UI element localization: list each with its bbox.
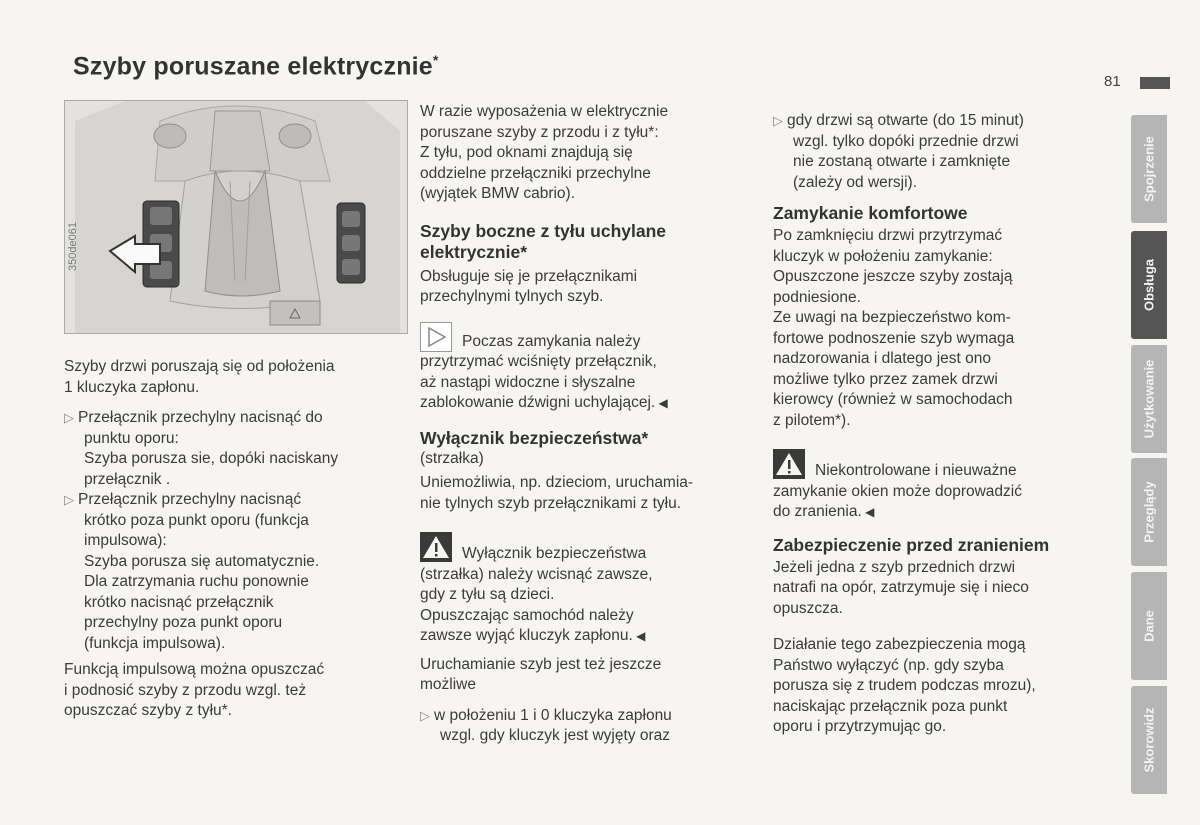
triangle-bullet-icon: ▷ bbox=[64, 410, 74, 425]
list-item: ▷ Przełącznik przechylny nacisnąć do punktu oporu: Szyba porusza sie, dopóki naciskany przełącznik . bbox=[64, 409, 339, 488]
rear-windows-text: Obsługuje się je przełącznikami przechylnymi tylnych szyb. bbox=[420, 267, 638, 305]
end-mark-icon: ◀ bbox=[632, 629, 646, 643]
tab-spojrzenie[interactable]: Spojrzenie bbox=[1131, 115, 1167, 223]
warning-block: Wyłącznik bezpieczeństwa (strzałka) należy wcisnąć zawsze, gdy z tyłu są dzieci. Opuszczając samochód należy zawsze wyjąć kluczyk zapłonu. ◀ bbox=[420, 532, 765, 647]
list-item: ▷ Przełącznik przechylny nacisnąć krótko poza punkt oporu (funkcja impulsowa): Szyba porusza się automatycznie. Dla zatrzymania ruchu ponownie krótko nacisnąć przełącznik przechylny poza punkt oporu (funkcja impulsowa). bbox=[64, 491, 320, 652]
console-illustration bbox=[65, 101, 407, 333]
note-block: Poczas zamykania należy przytrzymać wciśnięty przełącznik, aż nastąpi widoczne i słyszalne zablokowanie dźwigni uchylającej. ◀ bbox=[420, 322, 765, 414]
end-mark-icon: ◀ bbox=[861, 505, 875, 519]
triangle-bullet-icon: ▷ bbox=[64, 492, 74, 507]
tab-dane[interactable]: Dane bbox=[1131, 572, 1167, 680]
triangle-bullet-icon: ▷ bbox=[420, 707, 430, 723]
tab-przeglady[interactable]: Przeglądy bbox=[1131, 458, 1167, 566]
safety-text: Uniemożliwia, np. dzieciom, uruchamia- nie tylnych szyb przełącznikami z tyłu. bbox=[420, 474, 694, 512]
warning-block: Niekontrolowane i nieuważne zamykanie okien może doprowadzić do zranienia. ◀ bbox=[773, 449, 1118, 523]
outro-text: Funkcją impulsową można opuszczać i podnosić szyby z przodu wzgl. też opuszczać szyby z tyłu*. bbox=[64, 661, 325, 719]
column-2 bbox=[420, 102, 765, 747]
warning-icon bbox=[420, 532, 452, 562]
heading-safety-switch: Wyłącznik bezpieczeństwa* bbox=[420, 427, 649, 448]
tab-obsluga[interactable]: Obsługa bbox=[1131, 231, 1167, 339]
warning-icon bbox=[773, 449, 805, 479]
column-3 bbox=[773, 111, 1118, 738]
page-marker-bar bbox=[1140, 77, 1170, 89]
end-mark-icon: ◀ bbox=[655, 396, 668, 410]
tab-uzytkowanie[interactable]: Użytkowanie bbox=[1131, 345, 1167, 453]
heading-comfort-closing: Zamykanie komfortowe bbox=[773, 203, 968, 223]
column-1 bbox=[64, 357, 414, 722]
heading-rear-windows: Szyby boczne z tyłu uchylane elektrycznie* bbox=[420, 220, 667, 262]
tab-skorowidz[interactable]: Skorowidz bbox=[1131, 686, 1167, 794]
list-item: ▷ gdy drzwi są otwarte (do 15 minut) wzgl. tylko dopóki przednie drzwi nie zostaną otwarte i zamknięte (zależy od wersji). bbox=[773, 112, 1024, 191]
protection-text: Jeżeli jedna z szyb przednich drzwi natrafi na opór, zatrzymuje się i nieco opuszcza. bbox=[773, 558, 1029, 617]
activation-text: Uruchamianie szyb jest też jeszcze możliwe bbox=[420, 655, 662, 693]
safety-sub: (strzałka) bbox=[420, 449, 484, 467]
console-photo bbox=[64, 100, 408, 334]
comfort-text: Po zamknięciu drzwi przytrzymać kluczyk w położeniu zamykanie: Opuszczone jeszcze szyby zostają podniesione. Ze uwagi na bezpieczeństwo kom- fortowe podnoszenie szyb wymaga nadzorowania i dlatego jest ono możliwe tylko przez zamek drzwi kierowcy (również w samochodach z pilotem*). bbox=[773, 227, 1015, 429]
intro-text: Szyby drzwi poruszają się od położenia 1 kluczyka zapłonu. bbox=[64, 358, 335, 396]
heading-injury-protection: Zabezpieczenie przed zranieniem bbox=[773, 534, 1050, 555]
figure-code: 350de061 bbox=[67, 222, 79, 271]
list-item: ▷ w położeniu 1 i 0 kluczyka zapłonu wzgl. gdy kluczyk jest wyjęty oraz bbox=[420, 706, 672, 744]
protection-disable-text: Działanie tego zabezpieczenia mogą Państwo wyłączyć (np. gdy szyba porusza się z trudem podczas mrozu), naciskając przełącznik poza punkt oporu i przytrzymując go. bbox=[773, 636, 1036, 735]
intro-paragraph: W razie wyposażenia w elektrycznie poruszane szyby z przodu i z tyłu*: Z tyłu, pod oknami znajdują się oddzielne przełączniki przechylne (wyjątek BMW cabrio). bbox=[420, 103, 669, 202]
note-triangle-icon bbox=[420, 322, 452, 352]
triangle-bullet-icon: ▷ bbox=[773, 113, 783, 128]
page-title: Szyby poruszane elektrycznie* bbox=[73, 52, 439, 81]
page-number: 81 bbox=[1104, 73, 1121, 90]
